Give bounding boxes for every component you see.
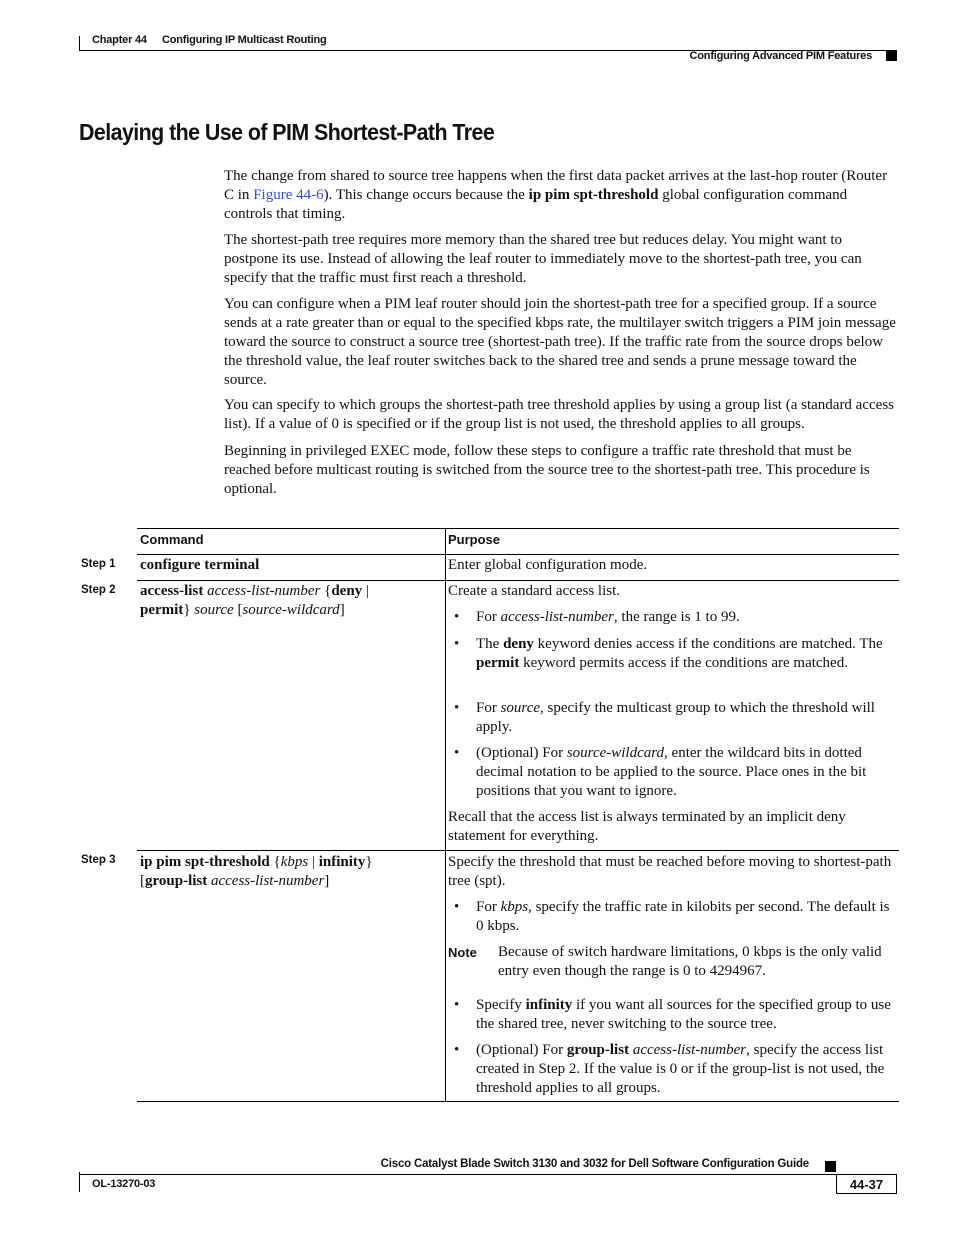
bullet-icon: • [454,609,460,625]
footer-rule [79,1174,836,1175]
bullet-text: keyword permits access if the conditions are matched. [519,655,848,671]
p3-text: You can configure when a PIM leaf router should join the shortest-path tree for a specified group. If a source sends at a rate greater than or equal to the specified kbps rate, the multilayer switch triggers a PIM join message toward the source to construct a source tree (shortest-path tree). If the traffic rate from the source drops below the threshold value, the leaf router switches back to the shared tree and sends a prune message toward the source. [224,296,896,388]
footer-left-rule [79,1172,80,1192]
bullet-icon: • [454,700,460,716]
step-1-command [140,556,440,575]
bullet-text: , specify the traffic rate in kilobits per second. The default is 0 kbps. [476,899,890,934]
cmd-sym: | [362,583,369,599]
footer-doc-id: OL-13270-03 [92,1178,156,1190]
step-2-command [140,582,440,620]
table-header-rule [137,554,899,555]
bullet-text: For [476,700,501,716]
bullet-kw: permit [476,655,520,671]
p1-text-c: global configuration command controls that timing. [224,187,848,222]
bullet-icon: • [454,745,460,761]
p4-text: You can specify to which groups the shortest-path tree threshold applies by using a group list (a standard access list). If a value of 0 is specified or if the group list is not used, the threshold applies to all groups. [224,397,894,432]
cmd-kw: deny [331,583,363,599]
step-2-recall: Recall that the access list is always terminated by an implicit deny statement for everything. [448,809,846,844]
figure-44-6-link[interactable]: Figure 44-6 [253,187,324,203]
bullet-kw: group-list [566,1042,630,1058]
bullet-kw: infinity [525,997,573,1013]
cmd-kw: permit [140,602,184,618]
paragraph-5 [224,442,896,499]
step-1-command-text: configure terminal [140,557,260,573]
cmd-arg: access-list-number [210,873,325,889]
header-chapter-title: Configuring IP Multicast Routing [162,34,327,46]
cmd-arg: source-wildcard [242,602,340,618]
bullet-text: , specify the multicast group to which the threshold will apply. [476,700,875,735]
header-block-marker [886,50,897,61]
cmd-sym: [ [140,873,145,889]
header-section: Configuring Advanced PIM Features [689,50,872,62]
cmd-sym: { [269,854,281,870]
column-header-purpose: Purpose [448,532,501,547]
bullet-text: For [476,899,501,915]
bullet-arg: access-list-number [500,609,614,625]
note-label: Note [448,945,477,960]
paragraph-2 [224,231,896,288]
step-3-command [140,853,440,891]
p1-text-b: ). This change occurs because the [323,187,529,203]
step-1-label: Step 1 [81,558,116,570]
step-3-purpose: Specify the threshold that must be reached before moving to shortest-path tree (spt). [448,854,892,889]
bullet-text: The [476,636,504,652]
cmd-sym: { [320,583,332,599]
cmd-sym: ] [324,873,330,889]
bullet-text: if you want all sources for the specified group to use the shared tree, never switching to the source tree. [476,997,891,1032]
paragraph-4 [224,396,896,434]
bullet-arg: kbps [500,899,529,915]
header-chapter: Chapter 44 [92,34,147,46]
table-top-rule [137,528,899,529]
cmd-sym: [ [233,602,243,618]
footer-block-marker [825,1161,836,1172]
step-3-label: Step 3 [81,854,116,866]
step-2-purpose: Create a standard access list. [448,583,621,599]
cmd-kw: infinity [318,854,366,870]
bullet-icon: • [454,899,460,915]
column-header-command: Command [140,532,204,547]
bullet-kw: deny [503,636,534,652]
cmd-kw: group-list [145,873,208,889]
cmd-arg: access-list-number [207,583,321,599]
cmd-arg: source [194,602,234,618]
bullet-icon: • [454,1042,460,1058]
footer-guide-title: Cisco Catalyst Blade Switch 3130 and 3032 for Dell Software Configuration Guide [380,1158,809,1170]
p1-command: ip pim spt-threshold [528,187,659,203]
page-title: Delaying the Use of PIM Shortest-Path Tree [79,119,495,145]
bullet-arg: source-wildcard [566,745,665,761]
cmd-sym: | [308,854,319,870]
bullet-text: , the range is 1 to 99. [613,609,740,625]
step-1-purpose: Enter global configuration mode. [448,557,648,573]
cmd-kw: access-list [140,583,204,599]
bullet-text: Specify [476,997,526,1013]
bullet-icon: • [454,997,460,1013]
cmd-sym: ] [339,602,345,618]
bullet-text: For [476,609,501,625]
bullet-arg: access-list-number [632,1042,747,1058]
page-title-wrap [79,119,525,146]
p2-text: The shortest-path tree requires more memory than the shared tree but reduces delay. You might want to postpone its use. Instead of allowing the leaf router to immediately move to the shortest-path tree, you can specify that the traffic must first reach a threshold. [224,232,862,286]
bullet-icon: • [454,636,460,652]
bullet-text: , enter the wildcard bits in dotted decimal notation to be applied to the source. Place ones in the bit positions that you want to ignore. [476,745,867,799]
bullet-text: keyword denies access if the conditions are matched. The [533,636,883,652]
bullet-text: (Optional) For [476,745,567,761]
step-1-rule [137,580,899,581]
bullet-text: , specify the access list created in Step 2. If the value is 0 or if the group-list is not used, the threshold applies to all groups. [476,1042,885,1096]
table-bottom-rule [137,1101,899,1102]
header-left-rule [79,36,80,51]
p5-text: Beginning in privileged EXEC mode, follow these steps to configure a traffic rate threshold that must be reached before multicast routing is switched from the source tree to the shortest-path tree. This procedure is optional. [224,443,870,497]
note-text: Because of switch hardware limitations, 0 kbps is the only valid entry even though the range is 0 to 4294967. [498,944,882,979]
cmd-arg: kbps [280,854,309,870]
paragraph-3 [224,295,896,390]
bullet-arg: source [500,700,541,716]
bullet-text: (Optional) For [476,1042,567,1058]
page-number: 44-37 [836,1174,897,1194]
cmd-sym: } [183,602,195,618]
step-2-label: Step 2 [81,584,116,596]
paragraph-1 [224,167,896,224]
cmd-sym: } [365,854,373,870]
step-2-rule [137,850,899,851]
p1-text-a: The change from shared to source tree happens when the first data packet arrives at the last-hop router (Router C in [224,168,888,203]
cmd-kw: ip pim spt-threshold [140,854,270,870]
table-column-divider [445,528,446,1102]
